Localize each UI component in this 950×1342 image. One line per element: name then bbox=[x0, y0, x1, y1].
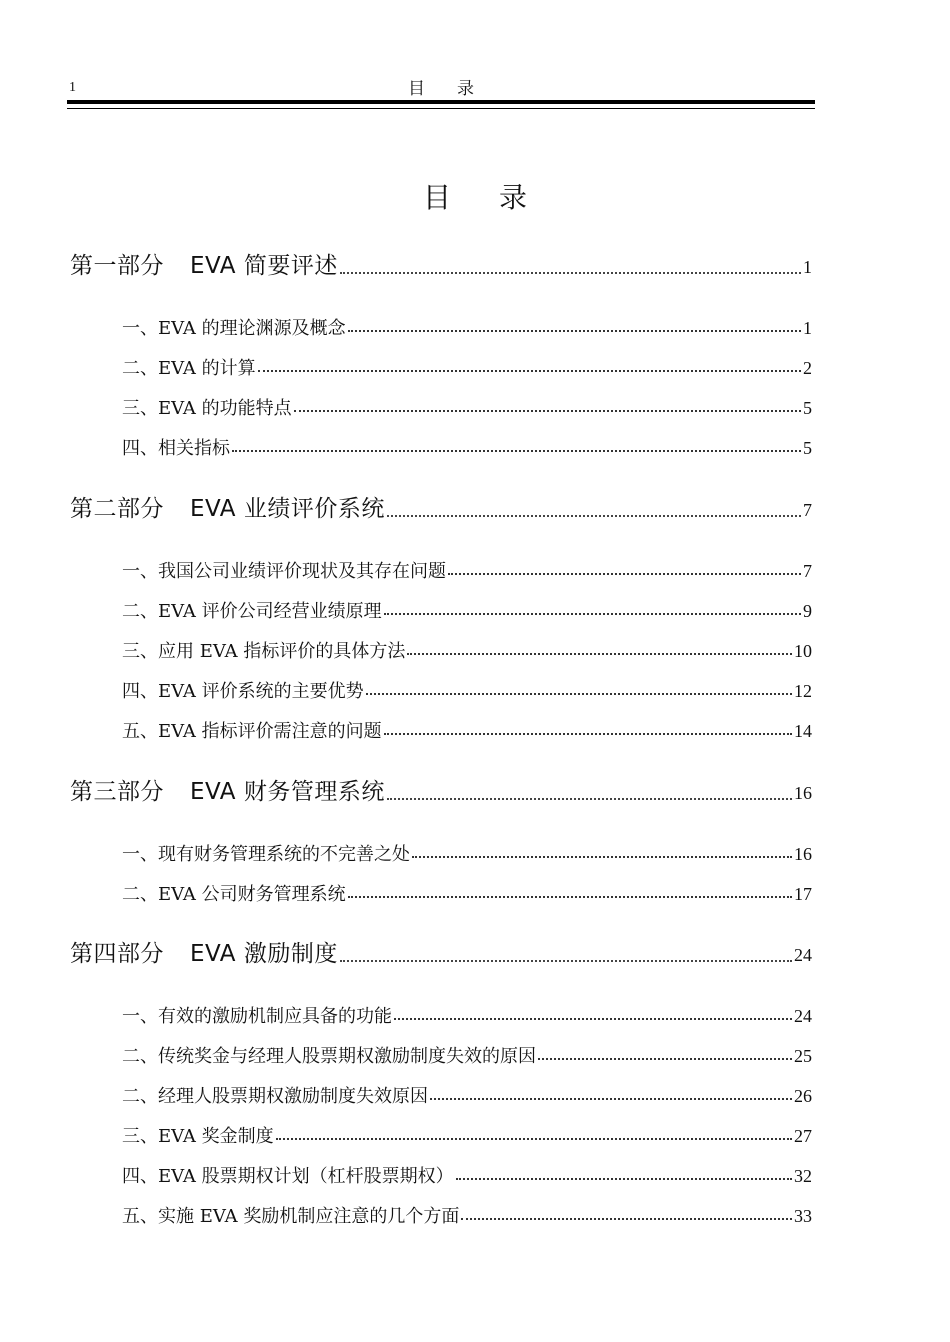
toc-dot-leader bbox=[340, 960, 792, 962]
toc-part-number: 第一部分 bbox=[70, 253, 164, 279]
toc-dot-leader bbox=[394, 1018, 792, 1020]
header-rule-thick bbox=[67, 100, 815, 104]
toc-entry-label bbox=[70, 490, 385, 523]
toc-page-number: 32 bbox=[794, 1166, 812, 1186]
running-title: 目录 bbox=[408, 79, 506, 99]
toc-item-entry bbox=[122, 1202, 812, 1228]
toc-dot-leader bbox=[387, 515, 801, 517]
toc-dot-leader bbox=[448, 573, 801, 575]
toc-entry-label: 一、我国公司业绩评价现状及其存在问题 bbox=[122, 561, 446, 582]
toc-page-number: 17 bbox=[794, 884, 812, 904]
header-rule-thin bbox=[67, 108, 815, 109]
toc-item-entry bbox=[122, 557, 812, 583]
toc-entry-label bbox=[70, 773, 385, 806]
toc-part-entry bbox=[70, 773, 812, 806]
toc-part-title: EVA 简要评述 bbox=[190, 253, 338, 279]
toc-dot-leader bbox=[276, 1138, 792, 1140]
toc-entry-label: 一、有效的激励机制应具备的功能 bbox=[122, 1006, 392, 1027]
toc-item-entry bbox=[122, 1122, 812, 1148]
toc-part-title: EVA 业绩评价系统 bbox=[190, 496, 385, 522]
toc-dot-leader bbox=[456, 1178, 792, 1180]
toc-page-number: 24 bbox=[794, 1006, 812, 1026]
toc-page-number: 9 bbox=[803, 601, 812, 621]
toc-item-entry bbox=[122, 637, 812, 663]
toc-page-number: 5 bbox=[803, 438, 812, 458]
toc-dot-leader bbox=[348, 330, 801, 332]
toc-item-entry bbox=[122, 394, 812, 420]
toc-part-number: 第三部分 bbox=[70, 779, 164, 805]
toc-page-number: 2 bbox=[803, 358, 812, 378]
toc-entry-label: 三、EVA 奖金制度 bbox=[122, 1126, 274, 1147]
toc-page-number: 5 bbox=[803, 398, 812, 418]
toc-entry-label: 二、传统奖金与经理人股票期权激励制度失效的原因 bbox=[122, 1046, 536, 1067]
toc-entry-label: 一、现有财务管理系统的不完善之处 bbox=[122, 844, 410, 865]
toc-dot-leader bbox=[294, 410, 801, 412]
toc-part-title: EVA 激励制度 bbox=[190, 941, 338, 967]
toc-entry-label: 四、EVA 股票期权计划（杠杆股票期权） bbox=[122, 1166, 454, 1187]
toc-item-entry bbox=[122, 677, 812, 703]
toc-page-number: 14 bbox=[794, 721, 812, 741]
toc-part-title: EVA 财务管理系统 bbox=[190, 779, 385, 805]
toc-entry-label: 三、EVA 的功能特点 bbox=[122, 398, 292, 419]
toc-page-number: 7 bbox=[803, 500, 812, 520]
toc-title: 目录 bbox=[422, 181, 575, 214]
toc-item-entry bbox=[122, 1002, 812, 1028]
toc-dot-leader bbox=[407, 653, 792, 655]
toc-item-entry bbox=[122, 354, 812, 380]
toc-dot-leader bbox=[538, 1058, 792, 1060]
toc-part-entry bbox=[70, 935, 812, 968]
toc-part-number: 第四部分 bbox=[70, 941, 164, 967]
toc-page-number: 10 bbox=[794, 641, 812, 661]
toc-page-number: 7 bbox=[803, 561, 812, 581]
toc-part-entry bbox=[70, 247, 812, 280]
toc-entry-label: 四、EVA 评价系统的主要优势 bbox=[122, 681, 364, 702]
toc-part-number: 第二部分 bbox=[70, 496, 164, 522]
toc-page-number: 12 bbox=[794, 681, 812, 701]
toc-dot-leader bbox=[412, 856, 792, 858]
toc-page-number: 26 bbox=[794, 1086, 812, 1106]
toc-dot-leader bbox=[258, 370, 801, 372]
toc-item-entry bbox=[122, 434, 812, 460]
toc-dot-leader bbox=[384, 613, 801, 615]
toc-item-entry bbox=[122, 597, 812, 623]
toc-page-number: 25 bbox=[794, 1046, 812, 1066]
toc-entry-label: 一、EVA 的理论渊源及概念 bbox=[122, 318, 346, 339]
toc-entry-label: 二、EVA 的计算 bbox=[122, 358, 256, 379]
page-header bbox=[67, 70, 815, 110]
toc-entry-label: 二、经理人股票期权激励制度失效原因 bbox=[122, 1086, 428, 1107]
toc-dot-leader bbox=[430, 1098, 792, 1100]
toc-entry-label: 五、EVA 指标评价需注意的问题 bbox=[122, 721, 382, 742]
toc-entry-label: 二、EVA 评价公司经营业绩原理 bbox=[122, 601, 382, 622]
page-number: 1 bbox=[69, 80, 76, 95]
toc-item-entry bbox=[122, 314, 812, 340]
toc-item-entry bbox=[122, 1162, 812, 1188]
toc-page-number: 24 bbox=[794, 945, 812, 965]
toc-entry-label: 四、相关指标 bbox=[122, 438, 230, 459]
toc-dot-leader bbox=[366, 693, 792, 695]
toc-page-number: 33 bbox=[794, 1206, 812, 1226]
toc-page-number: 1 bbox=[803, 257, 812, 277]
toc-page-number: 16 bbox=[794, 844, 812, 864]
toc-page-number: 27 bbox=[794, 1126, 812, 1146]
toc-item-entry bbox=[122, 880, 812, 906]
toc-dot-leader bbox=[232, 450, 801, 452]
toc-part-entry bbox=[70, 490, 812, 523]
toc-entry-label bbox=[70, 935, 338, 968]
toc-entry-label: 二、EVA 公司财务管理系统 bbox=[122, 884, 346, 905]
toc-dot-leader bbox=[461, 1218, 792, 1220]
toc-dot-leader bbox=[384, 733, 792, 735]
toc-item-entry bbox=[122, 1082, 812, 1108]
toc-entry-label: 三、应用 EVA 指标评价的具体方法 bbox=[122, 641, 406, 662]
toc-entry-label bbox=[70, 247, 338, 280]
toc-page-number: 1 bbox=[803, 318, 812, 338]
toc-entry-label: 五、实施 EVA 奖励机制应注意的几个方面 bbox=[122, 1206, 460, 1227]
toc-dot-leader bbox=[340, 272, 801, 274]
toc-page-number: 16 bbox=[794, 783, 812, 803]
toc-dot-leader bbox=[348, 896, 792, 898]
toc-item-entry bbox=[122, 717, 812, 743]
toc-item-entry bbox=[122, 1042, 812, 1068]
toc-item-entry bbox=[122, 840, 812, 866]
toc-dot-leader bbox=[387, 798, 792, 800]
